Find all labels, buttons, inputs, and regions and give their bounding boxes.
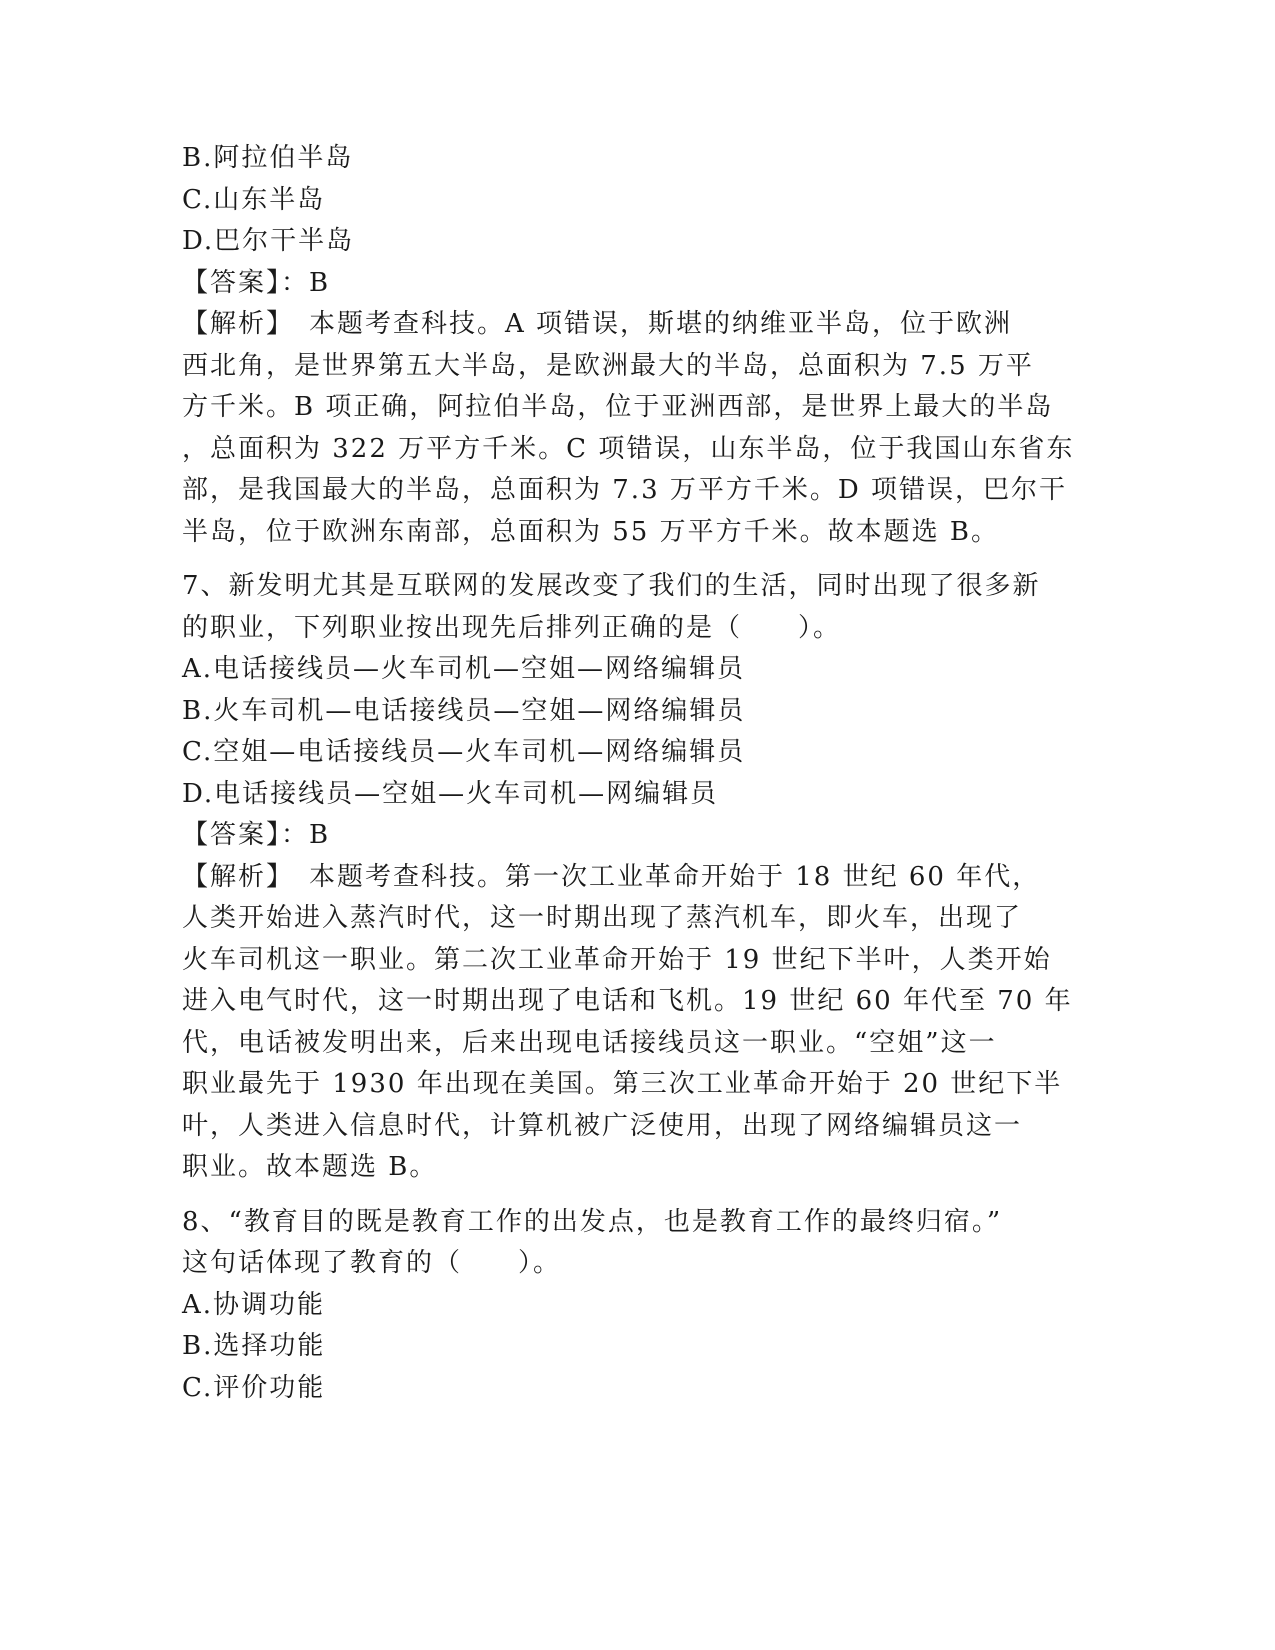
q6-analysis-line: 西北角，是世界第五大半岛，是欧洲最大的半岛，总面积为 7.5 万平 [182,350,1034,381]
spacer [182,1189,1042,1202]
q6-analysis [182,304,1075,553]
q8-option-b: B.选择功能 [182,1331,326,1361]
q7-analysis-line: 【解析】 本题考查科技。第一次工业革命开始于 18 世纪 60 年代， [182,861,1041,892]
q7-analysis-line: 火车司机这一职业。第二次工业革命开始于 19 世纪下半叶，人类开始 [182,944,1052,975]
q6-option-b: B.阿拉伯半岛 [182,143,354,173]
q6-analysis-line: ，总面积为 322 万平方千米。C 项错误，山东半岛，位于我国山东省东 [182,433,1075,464]
q7-option-a: A.电话接线员—火车司机—空姐—网络编辑员 [182,654,746,684]
q8-stem-line: 这句话体现了教育的（ ）。 [182,1248,562,1278]
q7-analysis-line: 人类开始进入蒸汽时代，这一时期出现了蒸汽机车，即火车，出现了 [182,903,1023,933]
q6-answer: 【答案】：B [182,267,331,298]
q7-analysis-line: 职业最先于 1930 年出现在美国。第三次工业革命开始于 20 世纪下半 [182,1069,1063,1099]
q6-analysis-line: 半岛，位于欧洲东南部，总面积为 55 万平方千米。故本题选 B。 [182,516,999,547]
q7-stem-line: 的职业，下列职业按出现先后排列正确的是（ ）。 [182,612,842,643]
q8-stem-line: 8、“教育目的既是教育工作的出发点，也是教育工作的最终归宿。” [182,1206,1003,1237]
q7-option-c: C.空姐—电话接线员—火车司机—网络编辑员 [182,737,746,767]
document-page [182,138,1075,1409]
q7-stem-line: 7、新发明尤其是互联网的发展改变了我们的生活，同时出现了很多新 [182,571,1041,601]
q7-answer: 【答案】：B [182,820,331,850]
q7-analysis-line: 代，电话被发明出来，后来出现电话接线员这一职业。“空姐”这一 [182,1027,997,1058]
q7-analysis-line: 职业。故本题选 B。 [182,1152,438,1182]
q6-analysis-line: 部，是我国最大的半岛，总面积为 7.3 万平方千米。D 项错误，巴尔干 [182,475,1067,505]
q7-stem [182,566,1042,649]
q6-option-d: D.巴尔干半岛 [182,226,355,256]
q8-option-c: C.评价功能 [182,1372,326,1403]
q7-option-b: B.火车司机—电话接线员—空姐—网络编辑员 [182,695,746,726]
q7-option-d: D.电话接线员—空姐—火车司机—网编辑员 [182,778,719,809]
q7-analysis-line: 叶，人类进入信息时代，计算机被广泛使用，出现了网络编辑员这一 [182,1110,1023,1141]
q6-analysis-line: 方千米。B 项正确，阿拉伯半岛，位于亚洲西部，是世界上最大的半岛 [182,392,1054,422]
q6-analysis-line: 【解析】 本题考查科技。A 项错误，斯堪的纳维亚半岛，位于欧洲 [182,309,1013,339]
q7-analysis-line: 进入电气时代，这一时期出现了电话和飞机。19 世纪 60 年代至 70 年 [182,986,1073,1016]
q6-option-c: C.山东半岛 [182,184,326,215]
q7-analysis [182,857,1073,1189]
spacer [182,553,1042,566]
q8-stem [182,1202,1042,1285]
q8-option-a: A.协调功能 [182,1289,326,1320]
